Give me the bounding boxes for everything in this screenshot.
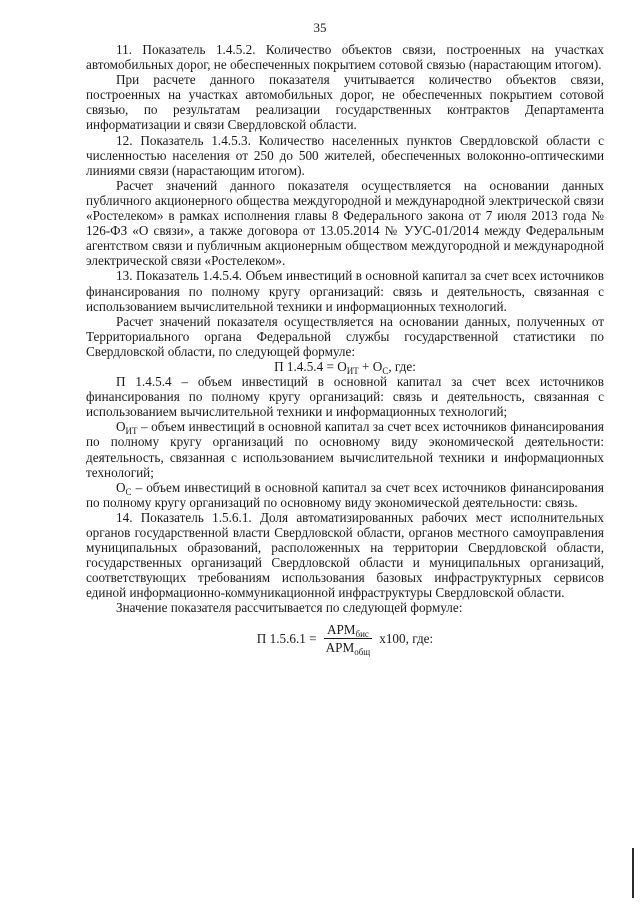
fraction-numerator: $АРМ_{бис}$ xyxy=(324,622,372,639)
paragraph-12: 12. Показатель 1.4.5.3. Количество населенных пунктов Свердловской области с численностью населения от 250 до 500 жителей, обеспеченных волоконно-оптическими линиями связи (нарастающим итогом). xyxy=(86,132,604,178)
definition-o-s: $О_С$ – объем инвестиций в основной капитал за счет всех источников финансирования по полному кругу организаций по основному виду экономической деятельности: связь. xyxy=(86,479,604,510)
paragraph-13-calc: Расчет значений показателя осуществляется на основании данных, полученных от Территориального органа Федеральной службы государственной статистики по Свердловской области, по следующей формуле: xyxy=(86,313,604,359)
formula-1-4-5-4: П $1.4.5.4 = О_{ИТ} + О_С$, где: xyxy=(274,358,416,376)
scan-edge-mark xyxy=(632,848,634,898)
formula-1-5-6-1: П 1.5.6.1 = $\frac{АРМ_{бис}}{АРМ_{общ}}$ х100, где: xyxy=(256,621,434,657)
fraction-denominator: $АРМ_{общ}$ xyxy=(325,639,371,657)
paragraph-13: 13. Показатель 1.4.5.4. Объем инвестиций в основной капитал за счет всех источников финансирования по полному кругу организаций: связь и деятельность, связанная с использованием вычислительной техники и информационных технологий. xyxy=(86,268,604,314)
paragraph-14: 14. Показатель 1.5.6.1. Доля автоматизированных рабочих мест исполнительных органов государственной власти Свердловской области, органов местного самоуправления муниципальных образований, расположенных на территории Свердловской области, государственных организаций Свердловской области и муниципальных организаций, соответствующих требованиям использования базовых инфраструктурных сервисов единой информационно-коммуникационной инфраструктуры Свердловской области. xyxy=(86,509,604,601)
paragraph-formula-intro: Значение показателя рассчитывается по следующей формуле: xyxy=(116,600,463,616)
definition-p-1-4-5-4: П 1.4.5.4 – объем инвестиций в основной капитал за счет всех источников финансирования по полному кругу организаций: связь и деятельность, связанная с использованием вычислительной техники и информационных технологий; xyxy=(86,374,604,420)
paragraph-12-calc: Расчет значений данного показателя осуществляется на основании данных публичного акционерного общества междугородной и международной электрической связи «Ростелеком» в рамках исполнения главы 8 Федерального закона от 7 июля 2013 года № 126-ФЗ «О связи», а также договора от 13.05.2014 № УУС-01/2014 между Федеральным агентством связи и публичным акционерным обществом междугородной и международной электрической связи «Ростелеком». xyxy=(86,177,604,269)
document-body xyxy=(86,42,604,655)
paragraph-11-calc: При расчете данного показателя учитывается количество объектов связи, построенных на участках автомобильных дорог, не обеспеченных покрытием сотовой связью, по результатам реализации государственных контрактов Департамента информатизации и связи Свердловской области. xyxy=(86,72,604,133)
definition-o-it: $О_{ИТ}$ – объем инвестиций в основной капитал за счет всех источников финансирования по полному кругу организаций по основному виду экономической деятельности: деятельность, связанная с использованием вычислительной техники и информационных технологий; xyxy=(86,419,604,480)
fraction xyxy=(323,622,374,655)
paragraph-11: 11. Показатель 1.4.5.2. Количество объектов связи, построенных на участках автомобильных дорог, не обеспеченных покрытием сотовой связью (нарастающим итогом). xyxy=(86,42,604,73)
page-number: 35 xyxy=(313,20,327,35)
